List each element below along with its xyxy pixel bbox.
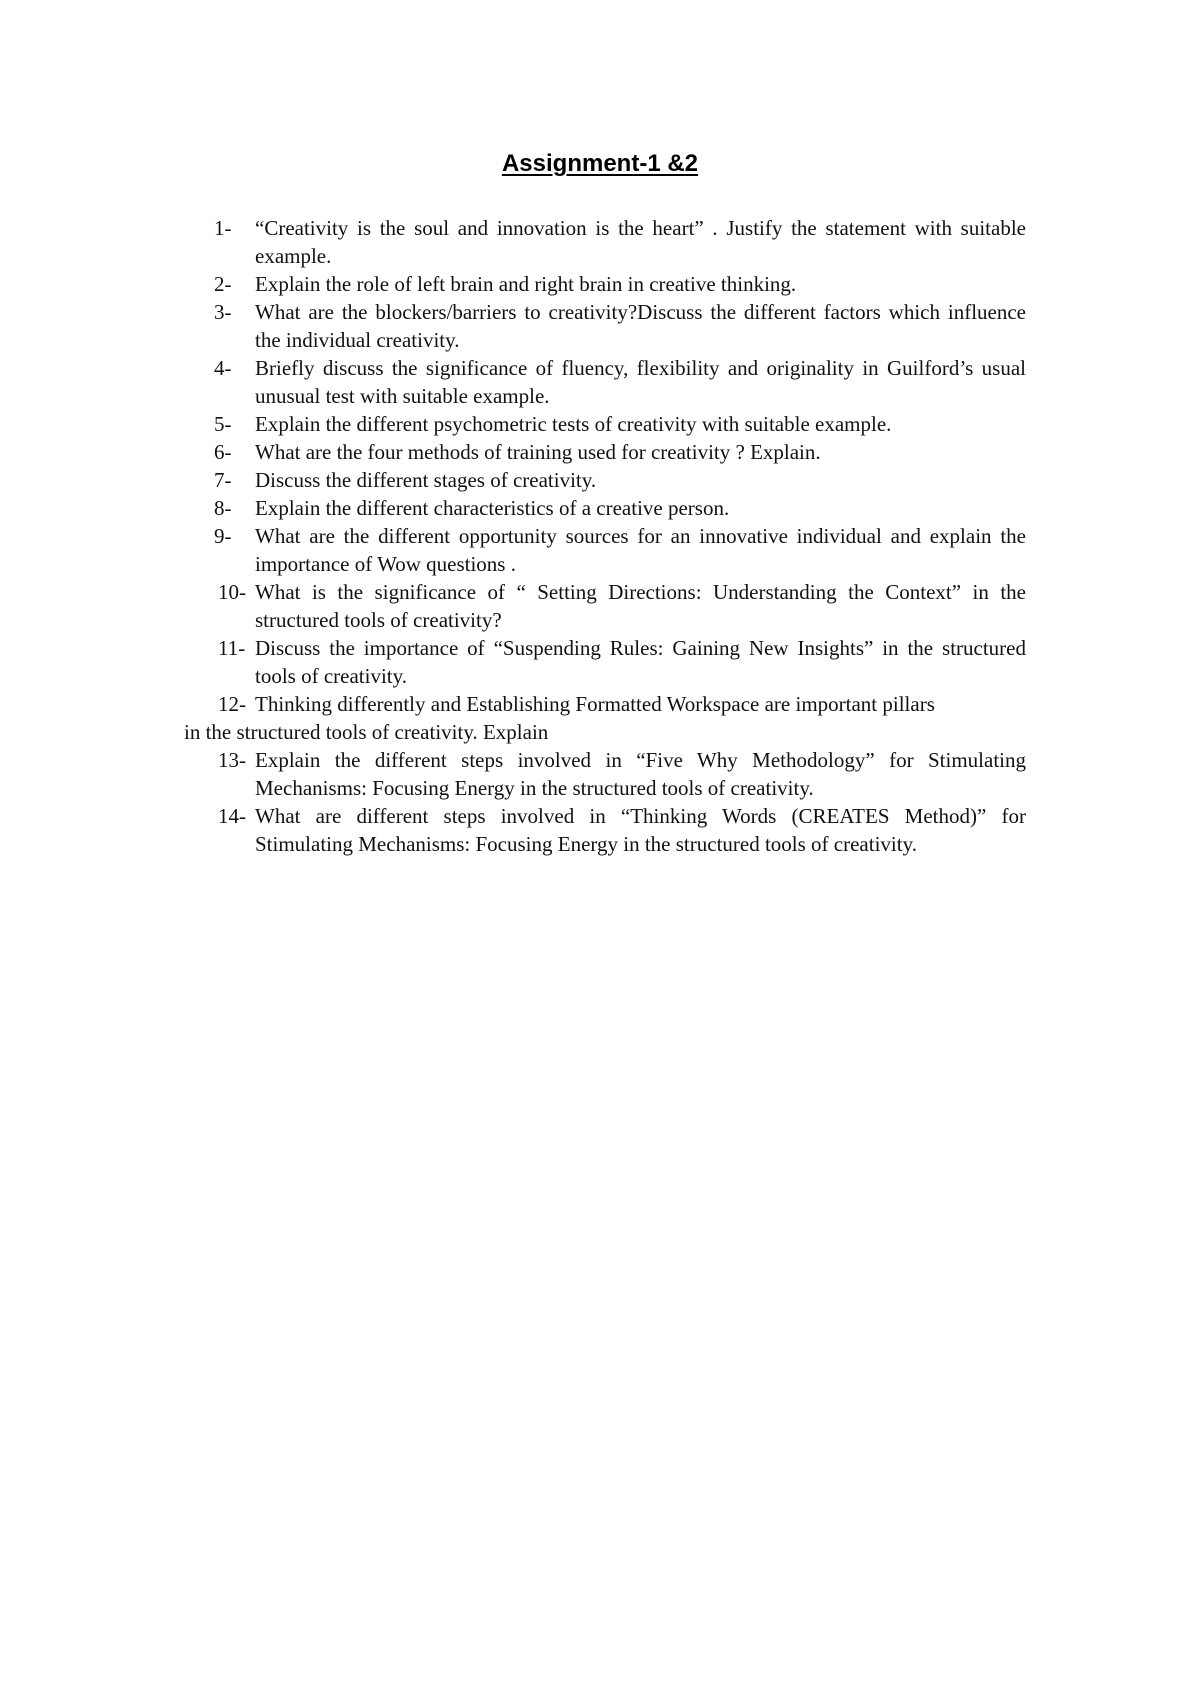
question-text: What are the blockers/barriers to creativity?Discuss the different factors which influence the individual creativity. [255, 300, 1026, 352]
question-text: Discuss the different stages of creativity. [255, 468, 597, 492]
question-text: “Creativity is the soul and innovation is the heart” . Justify the statement with suitable example. [255, 216, 1026, 268]
question-number: 14- [218, 804, 246, 828]
question-number: 11- [218, 636, 246, 660]
question-text: Briefly discuss the significance of fluency, flexibility and originality in Guilford’s usual unusual test with suitable example. [255, 356, 1026, 408]
question-item [214, 298, 1026, 354]
question-number: 12- [218, 692, 246, 716]
question-number: 8- [214, 496, 232, 520]
question-number: 5- [214, 412, 232, 436]
question-text: Explain the different characteristics of a creative person. [255, 496, 730, 520]
question-text: Explain the different psychometric tests of creativity with suitable example. [255, 412, 892, 436]
question-text: What are the four methods of training used for creativity ? Explain. [255, 440, 821, 464]
question-item [214, 410, 1026, 438]
question-item [214, 270, 1026, 298]
question-number: 13- [218, 748, 246, 772]
question-text: Thinking differently and Establishing Formatted Workspace are important pillars [255, 692, 935, 716]
question-list [0, 214, 1200, 858]
question-number: 1- [214, 216, 232, 240]
question-item [214, 354, 1026, 410]
question-item [214, 438, 1026, 466]
question-number: 2- [214, 272, 232, 296]
page-title: Assignment-1 &2 [501, 150, 699, 177]
question-text: What are different steps involved in “Thinking Words (CREATES Method)” for Stimulating Mechanisms: Focusing Energy in the structured tools of creativity. [255, 804, 1026, 856]
question-text: Discuss the importance of “Suspending Rules: Gaining New Insights” in the structured tools of creativity. [255, 636, 1026, 688]
question-text: Explain the different steps involved in “Five Why Methodology” for Stimulating Mechanisms: Focusing Energy in the structured tools of creativity. [255, 748, 1026, 800]
question-number: 4- [214, 356, 232, 380]
question-item [218, 802, 1026, 858]
question-item [218, 690, 1026, 718]
question-item [214, 214, 1026, 270]
question-text: What are the different opportunity sources for an innovative individual and explain the importance of Wow questions . [255, 524, 1026, 576]
question-item [218, 746, 1026, 802]
question-number: 7- [214, 468, 232, 492]
question-number: 3- [214, 300, 232, 324]
question-item [214, 494, 1026, 522]
question-item [214, 522, 1026, 578]
question-number: 6- [214, 440, 232, 464]
question-number: 9- [214, 524, 232, 548]
question-number: 10- [218, 580, 246, 604]
question-continuation-text: in the structured tools of creativity. Explain [184, 720, 549, 744]
question-item [214, 466, 1026, 494]
question-item [218, 578, 1026, 634]
question-item [218, 634, 1026, 690]
question-text: Explain the role of left brain and right brain in creative thinking. [255, 272, 797, 296]
question-text: What is the significance of “ Setting Directions: Understanding the Context” in the structured tools of creativity? [255, 580, 1026, 632]
